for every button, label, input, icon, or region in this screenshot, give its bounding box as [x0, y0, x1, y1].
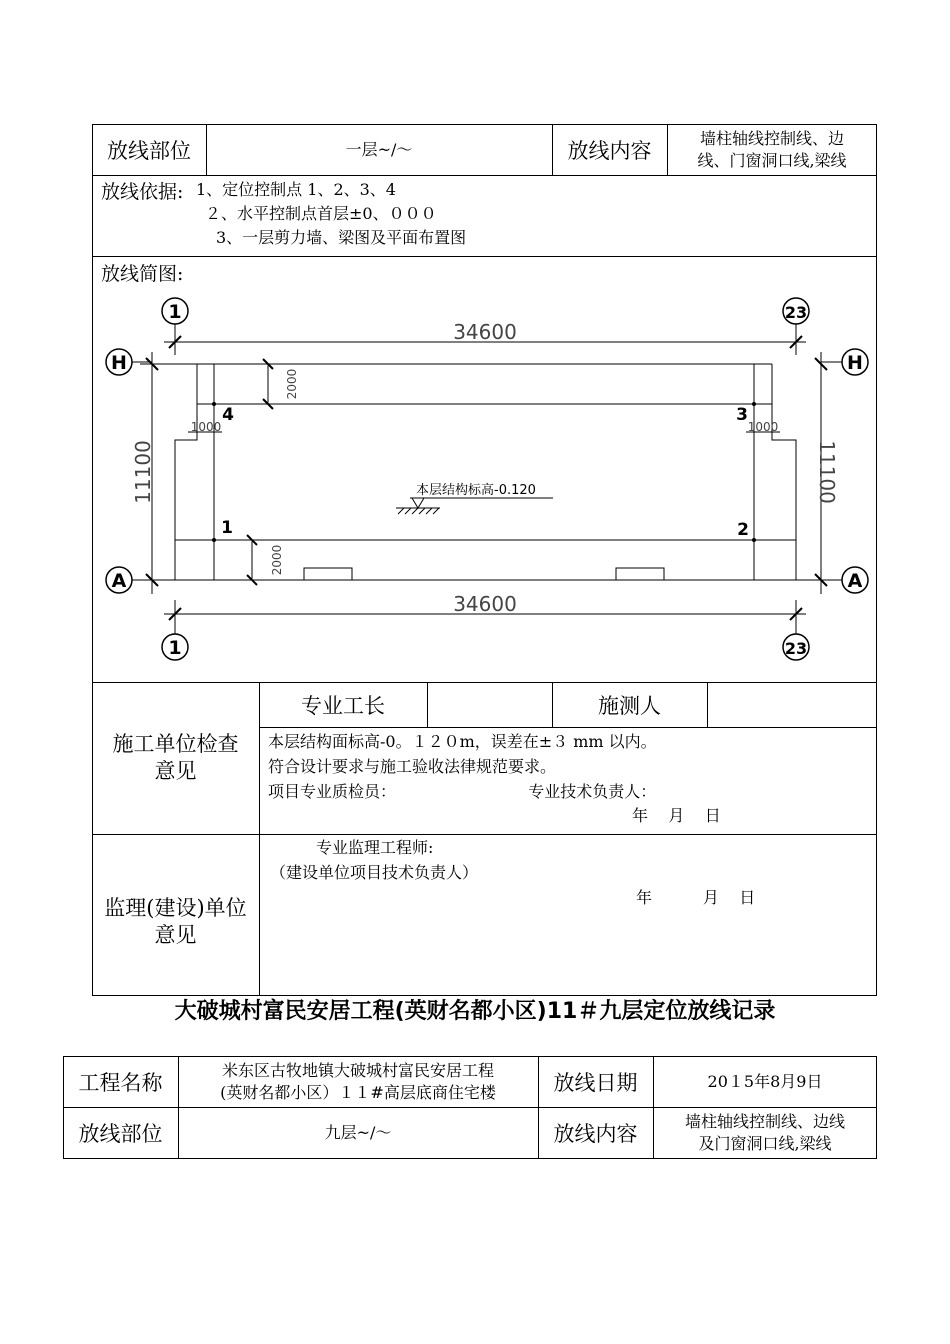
supervisor-date: 年 月 日 — [636, 888, 756, 907]
date-label: 放线日期 — [553, 1070, 638, 1095]
supervisor-text: （建设单位项目技术负责人） — [270, 863, 479, 882]
dim-label-width-right: 11100 — [815, 440, 839, 504]
location-label-2: 放线部位 — [78, 1122, 163, 1146]
foreman-label: 专业工长 — [301, 693, 385, 718]
axis-label-1-bottom: 1 — [168, 637, 182, 659]
location-value-2: 九层~/～ — [324, 1123, 392, 1142]
basis-label: 放线依据: — [101, 181, 184, 203]
dim-label-2000-bottom: 2000 — [270, 544, 284, 576]
elevation-note: 本层结构标高-0.120 — [416, 483, 536, 498]
axis-label-H-left: H — [111, 352, 127, 374]
dim-label-1000-right: 1000 — [747, 420, 779, 434]
content-value — [667, 124, 877, 175]
form1-col-line — [707, 682, 708, 727]
contractor-label-line: 施工单位检查 — [112, 732, 239, 756]
contractor-label-line: 意见 — [154, 759, 197, 783]
content-value-line: 墙柱轴线控制线、边 — [699, 128, 844, 148]
project-value-line: 米东区古牧地镇大破城村富民安居工程 — [221, 1060, 494, 1080]
axis-label-A-right: A — [847, 570, 863, 592]
axis-label-H-right: H — [847, 352, 863, 374]
basis-line: 3、一层剪力墙、梁图及平面布置图 — [216, 228, 467, 247]
surveyor-label: 施测人 — [598, 693, 661, 718]
axis-label-A-left: A — [111, 570, 127, 592]
contractor-text: 本层结构面标高-0。１２０m，误差在±３ mm 以内。 — [268, 732, 657, 751]
content-value-2-line: 墙柱轴线控制线、边线 — [684, 1112, 845, 1131]
contractor-date: 年 月 日 — [632, 806, 721, 825]
axis-label-23-bottom: 23 — [784, 639, 808, 658]
sketch-label: 放线简图: — [101, 263, 184, 285]
control-point-2: 2 — [737, 520, 749, 540]
form1-row-line — [259, 727, 877, 728]
form1-col-line — [427, 682, 428, 727]
content-value-2-line: 及门窗洞口线,梁线 — [698, 1134, 832, 1153]
project-value — [178, 1056, 538, 1107]
content-label-2: 放线内容 — [553, 1122, 638, 1146]
contractor-text: 符合设计要求与施工验收法律规范要求。 — [268, 757, 557, 776]
contractor-text: 项目专业质检员： 专业技术负责人： — [268, 782, 657, 801]
project-label: 工程名称 — [78, 1070, 163, 1095]
control-point-1: 1 — [221, 518, 233, 538]
control-point-3: 3 — [736, 405, 748, 425]
supervisor-label — [92, 834, 259, 996]
supervisor-text: 专业监理工程师: — [316, 838, 434, 857]
control-point-4: 4 — [222, 405, 234, 425]
location-value: 一层~/～ — [345, 139, 413, 159]
content-value-2 — [653, 1107, 877, 1159]
supervisor-label-line: 意见 — [154, 923, 197, 947]
dim-label-1000-left: 1000 — [190, 420, 222, 434]
axis-label-23-top: 23 — [784, 303, 808, 322]
content-value-line: 线、门窗洞口线,梁线 — [697, 150, 847, 170]
dim-label-width-left: 11100 — [131, 440, 155, 504]
basis-line: ２、水平控制点首层±0、０００ — [205, 204, 437, 223]
layout-drawing — [92, 256, 877, 682]
basis-line: 1、定位控制点 1、2、3、4 — [196, 180, 396, 199]
form1-col-line — [259, 682, 260, 996]
dim-label-length-bottom: 34600 — [453, 592, 517, 616]
axis-label-1-top: 1 — [168, 301, 182, 323]
form1-row-line — [92, 175, 877, 176]
dim-label-length-top: 34600 — [453, 320, 517, 344]
contractor-label — [92, 682, 259, 834]
project-value-line: (英财名都小区）１１#高层底商住宅楼 — [220, 1082, 496, 1102]
location-label: 放线部位 — [107, 138, 191, 163]
date-value: 20１5年8月9日 — [707, 1071, 823, 1091]
form2-title: 大破城村富民安居工程(英财名都小区)11＃九层定位放线记录 — [174, 999, 776, 1024]
supervisor-label-line: 监理(建设)单位 — [104, 896, 247, 920]
dim-label-2000-top: 2000 — [285, 368, 299, 400]
content-label: 放线内容 — [567, 138, 652, 163]
